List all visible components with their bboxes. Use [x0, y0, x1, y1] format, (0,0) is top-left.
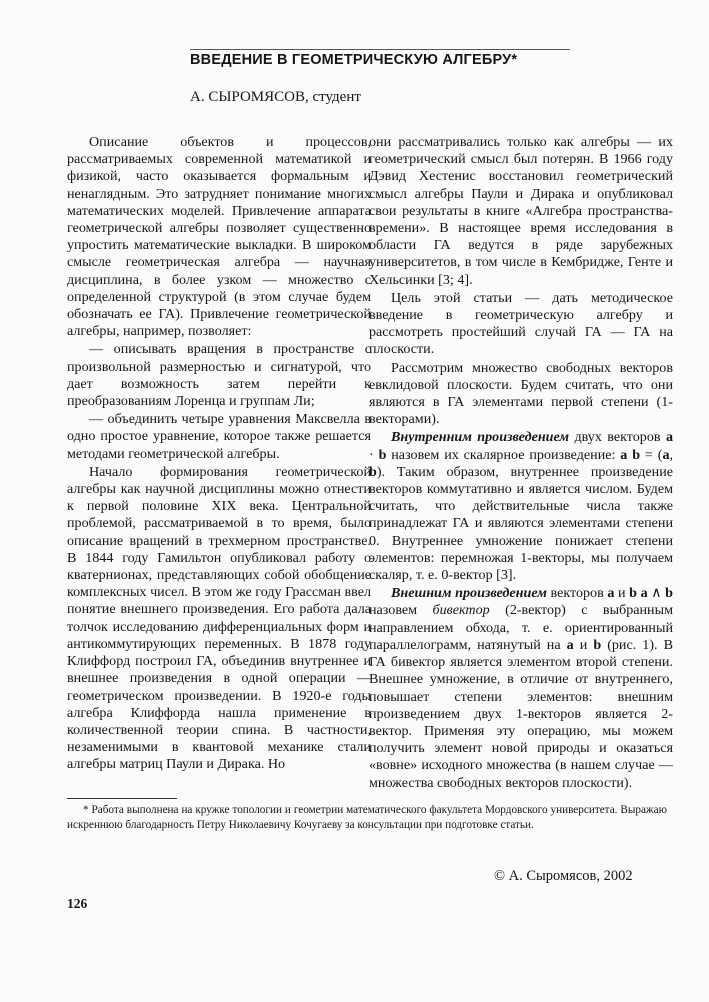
- text-span: ,: [669, 446, 674, 463]
- list-item-maxwell: — объединить четыре уравнения Максвелла в одно простое уравнение, которое также решается методами геометрической алгебры.: [67, 411, 371, 462]
- vector-a: a: [665, 429, 673, 446]
- footnote-rule: [67, 798, 177, 799]
- vector-b: b: [629, 585, 637, 602]
- vector-b: b: [369, 463, 377, 480]
- paragraph-goal: Цель этой статьи — дать методическое введение в геометрическую алгебру и рассмотреть простейший случай ГА — ГА на плоскости.: [369, 289, 673, 358]
- vector-b: b: [378, 446, 387, 463]
- paragraph-outer-product: [369, 585, 673, 791]
- page-number: 126: [67, 896, 88, 911]
- vector-a: a: [607, 585, 615, 602]
- title-rule: [190, 49, 570, 50]
- copyright: © А. Сыромясов, 2002: [494, 868, 633, 884]
- right-column: [369, 134, 673, 792]
- article-title: ВВЕДЕНИЕ В ГЕОМЕТРИЧЕСКУЮ АЛГЕБРУ*: [190, 52, 518, 68]
- term-bivector: бивектор: [432, 602, 490, 619]
- paragraph-intro: Описание объектов и процессов, рассматриваемых современной математикой и физикой, часто оказывается формальным и ненаглядным. Это затрудняет понимание многих математических моделей. Привлечение аппарата геометрической алгебры позволяет существенно упростить математические выкладки. В широком смысле геометрическая алгебра — научная дисциплина, в более узком — множество с определенной структурой (в этом случае будем обозначать ее ГА). Привлечение геометрической алгебры, например, позволяет:: [67, 134, 371, 340]
- text-span: (2-вектор) с выбранным направлением обхода, т. е. ориентированный параллелограмм, натянутый на: [369, 602, 673, 653]
- vector-b: b: [632, 446, 641, 463]
- term-inner-product: Внутренним произведением: [391, 429, 570, 446]
- text-span: ). Таким образом, внутреннее произведение векторов коммутативно и является числом. Будем считать, что действительные числа также принадлежат ГА и являются элементами степени 0. Внутреннее умножение понижает степени элементов: перемножая 1-векторы, мы получаем скаляр, т. е. 0-вектор [3].: [369, 463, 673, 584]
- wedge-operator: ∧: [647, 585, 666, 602]
- left-column: [67, 134, 371, 774]
- vector-a: a: [640, 585, 648, 602]
- text-span: векторов: [546, 585, 608, 602]
- dot-operator: ·: [369, 446, 379, 463]
- paragraph-history-continued: они рассматривались только как алгебры — их геометрический смысл был потерян. В 1966 году Дэвид Хестенис восстановил геометрический смысл алгебры Паули и Дирака и опубликовал свои результаты в книге «Алгебра пространства-времени». В настоящее время исследования в области ГА ведутся в ряде зарубежных университетов, в том числе в Кембридже, Генте и Хельсинки [3; 4].: [369, 134, 673, 288]
- vector-a: a: [620, 446, 628, 463]
- text-span: и: [573, 636, 594, 653]
- vector-a: a: [662, 446, 670, 463]
- paragraph-inner-product: [369, 429, 673, 584]
- text-span: и: [614, 585, 630, 602]
- article-author: А. СЫРОМЯСОВ, студент: [190, 89, 361, 105]
- vector-b: b: [593, 636, 602, 653]
- term-outer-product: Внешним произведением: [391, 585, 547, 602]
- paragraph-history: Начало формирования геометрической алгебры как научной дисциплины можно отнести к первой половине XIX века. Центральной проблемой, рассматриваемой в то время, было описание вращений в трехмерном пространстве. В 1844 году Гамильтон опубликовал работу о кватернионах, представляющих собой обобщение комплексных чисел. В этом же году Грассман ввел понятие внешнего произведения. Его работа дала толчок исследованию дифференциальных форм и антикоммутирующих переменных. В 1878 году Клиффорд построил ГА, объединив внутреннее и внешнее произведения в одной операции — геометрическом произведении. В 1920-е годы алгебра Клиффорда нашла применение в количественной теории спина. В частности, незаменимыми в квантовой механике стали алгебры матриц Паули и Дирака. Но: [67, 463, 371, 773]
- vector-a: a: [566, 636, 574, 653]
- text-span: назовем: [369, 602, 433, 619]
- text-span: назовем их скалярное произведение:: [386, 446, 621, 463]
- text-span: двух векторов: [569, 429, 666, 446]
- list-item-rotations: — описывать вращения в пространстве с произвольной размерностью и сигнатурой, что дает возможность затем перейти к преобразованиям Лоренца и группам Ли;: [67, 341, 371, 410]
- paragraph-vectors: Рассмотрим множество свободных векторов евклидовой плоскости. Будем считать, что они являются в ГА элементами первой степени (1-векторами).: [369, 359, 673, 428]
- text-span: (рис. 1). В ГА бивектор является элементом второй степени. Внешнее умножение, в отличие от внутреннего, повышает степени элементов: внешним произведением двух 1-векторов является 2-вектор. Применяя эту операцию, мы можем получить элемент новой природы и оказаться «вовне» исходного множества (в нашем случае — множества свободных векторов плоскости).: [369, 636, 673, 791]
- footnote: * Работа выполнена на кружке топологии и геометрии математического факультета Мордовского университета. Выражаю искреннюю благодарность Петру Николаевичу Кочугаеву за консультации при подготовке статьи.: [67, 804, 667, 831]
- vector-b: b: [665, 585, 673, 602]
- text-span: = (: [640, 446, 663, 463]
